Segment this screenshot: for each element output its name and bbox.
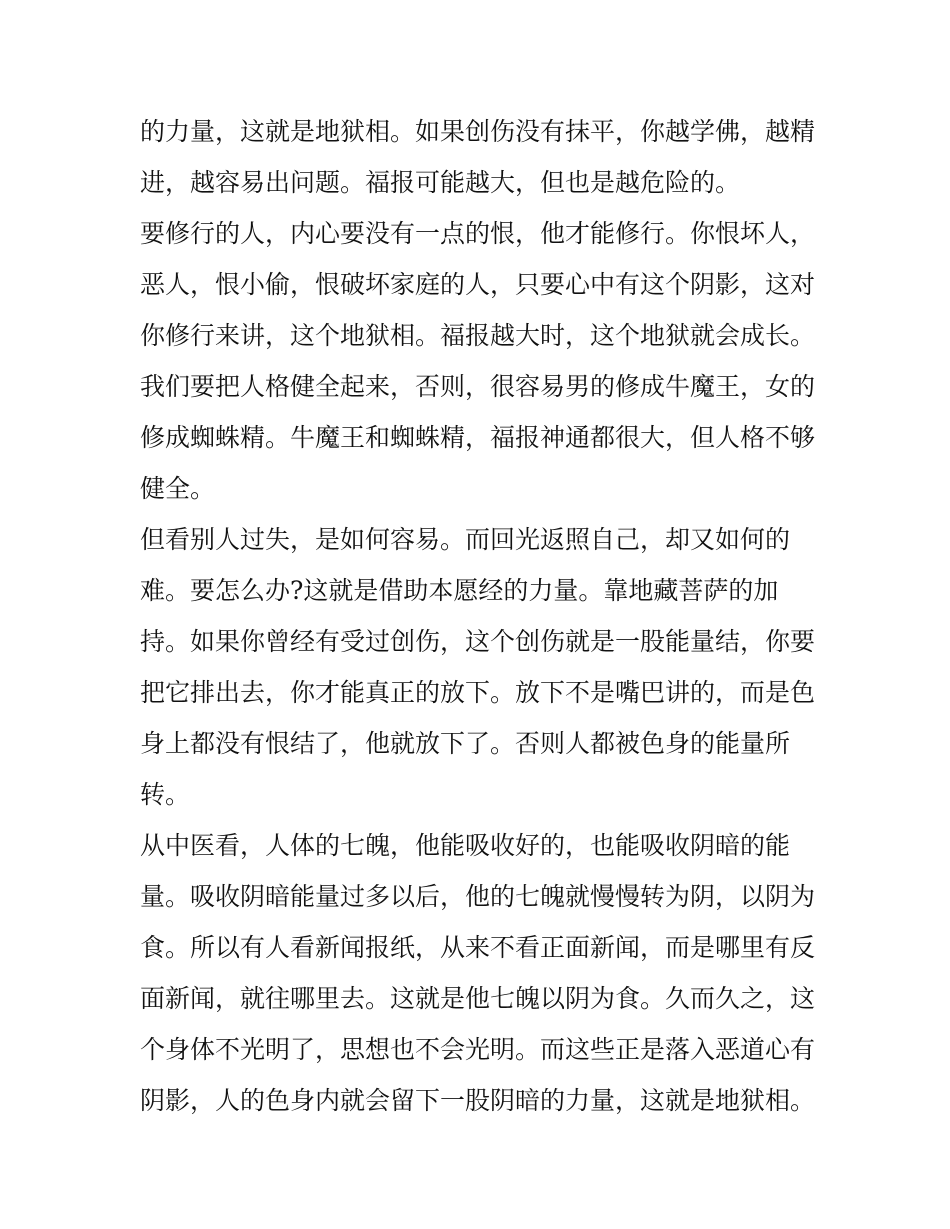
text-line: 阴影，人的色身内就会留下一股阴暗的力量，这就是地狱相。 — [140, 1086, 816, 1115]
text-line: 量。吸收阴暗能量过多以后，他的七魄就慢慢转为阴，以阴为 — [140, 882, 816, 911]
text-line: 食。所以有人看新闻报纸，从来不看正面新闻，而是哪里有反 — [140, 933, 816, 962]
text-line: 持。如果你曾经有受过创伤，这个创伤就是一股能量结，你要 — [140, 627, 816, 656]
text-line: 修成蜘蛛精。牛魔王和蜘蛛精，福报神通都很大，但人格不够 — [140, 423, 816, 452]
text-line: 把它排出去，你才能真正的放下。放下不是嘴巴讲的，而是色 — [140, 678, 816, 707]
text-line: 从中医看，人体的七魄，他能吸收好的，也能吸收阴暗的能 — [140, 831, 791, 860]
text-line: 个身体不光明了，思想也不会光明。而这些正是落入恶道心有 — [140, 1035, 816, 1064]
text-line: 转。 — [140, 780, 191, 809]
text-line: 要修行的人，内心要没有一点的恨，他才能修行。你恨坏人， — [140, 219, 816, 248]
text-line: 但看别人过失，是如何容易。而回光返照自己，却又如何的 — [140, 525, 791, 554]
text-line: 我们要把人格健全起来，否则，很容易男的修成牛魔王，女的 — [140, 372, 816, 401]
text-line: 难。要怎么办?这就是借助本愿经的力量。靠地藏菩萨的加 — [140, 576, 779, 605]
text-line: 你修行来讲，这个地狱相。福报越大时，这个地狱就会成长。 — [140, 321, 816, 350]
text-line: 恶人，恨小偷，恨破坏家庭的人，只要心中有这个阴影，这对 — [140, 270, 816, 299]
text-line: 面新闻，就往哪里去。这就是他七魄以阴为食。久而久之，这 — [140, 984, 816, 1013]
text-line: 进，越容易出问题。福报可能越大，但也是越危险的。 — [140, 168, 741, 197]
body-text — [140, 106, 820, 1126]
text-line: 健全。 — [140, 474, 216, 503]
text-line: 身上都没有恨结了，他就放下了。否则人都被色身的能量所 — [140, 729, 791, 758]
text-line: 的力量，这就是地狱相。如果创伤没有抹平，你越学佛，越精 — [140, 117, 816, 146]
